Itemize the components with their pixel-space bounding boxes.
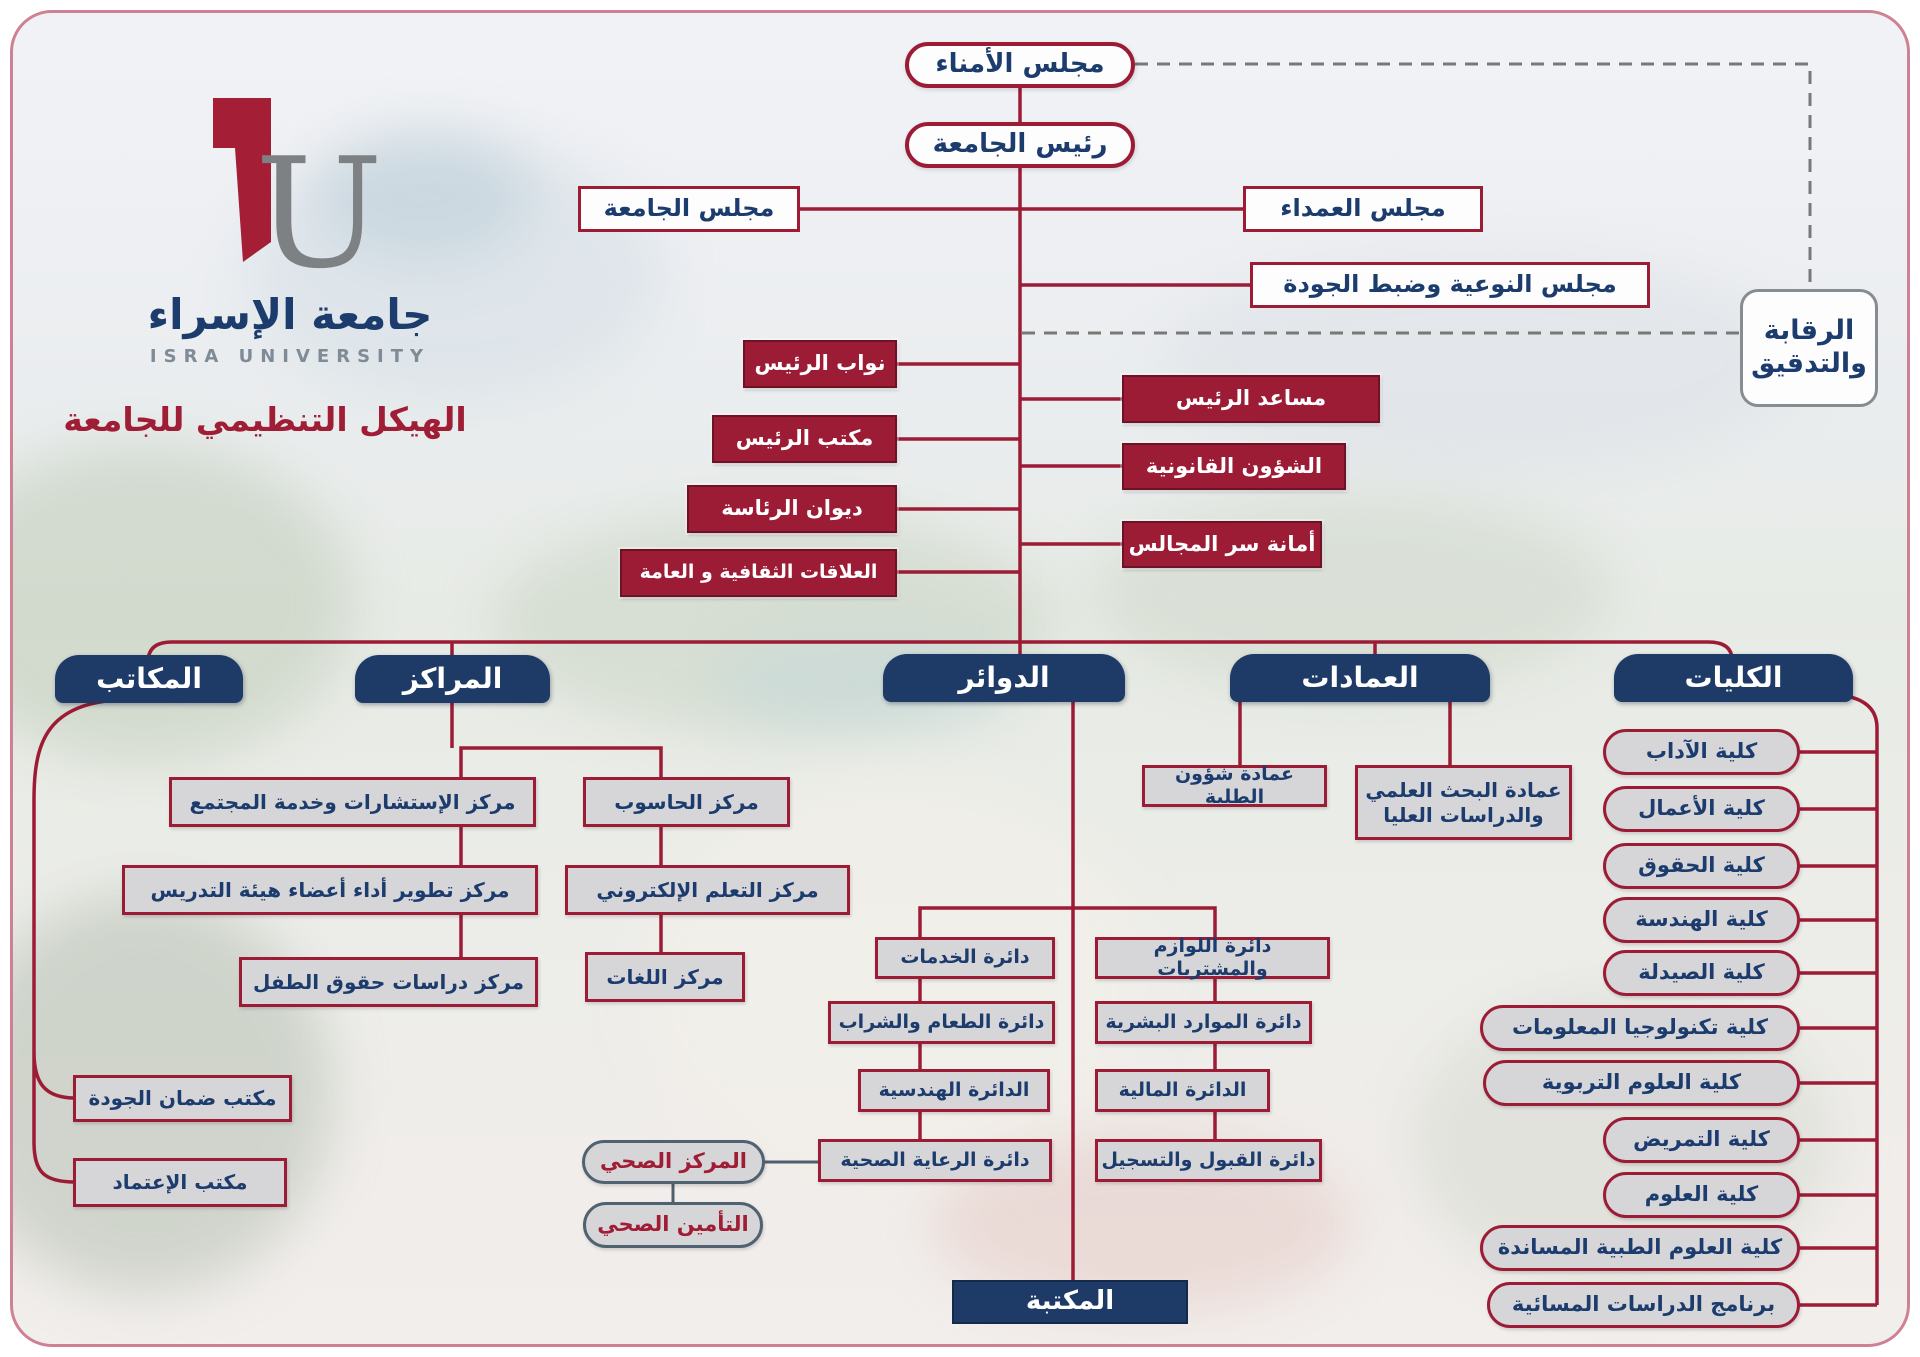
node-university-council: مجلس الجامعة — [578, 186, 800, 232]
branch-header-centers: المراكز — [355, 655, 550, 703]
node-college-law: كلية الحقوق — [1603, 843, 1800, 889]
node-college-information-technology: كلية تكنولوجيا المعلومات — [1480, 1005, 1800, 1051]
node-health-care-department: دائرة الرعاية الصحية — [818, 1139, 1052, 1182]
node-food-beverage-department: دائرة الطعام والشراب — [828, 1001, 1055, 1044]
node-college-pharmacy: كلية الصيدلة — [1603, 950, 1800, 996]
node-audit-office: الرقابة والتدقيق — [1740, 289, 1878, 407]
lines-centers-branch — [452, 701, 661, 778]
node-legal-affairs: الشؤون القانونية — [1122, 443, 1346, 490]
node-accreditation-office: مكتب الإعتماد — [73, 1158, 287, 1207]
lines-colleges-connectors — [1798, 752, 1877, 1305]
node-college-educational-sciences: كلية العلوم التربوية — [1483, 1060, 1800, 1106]
node-college-science: كلية العلوم — [1603, 1172, 1800, 1218]
node-financial-department: الدائرة المالية — [1095, 1069, 1270, 1112]
node-faculty-development-center: مركز تطوير أداء أعضاء هيئة التدريس — [122, 865, 538, 915]
node-president-assistant: مساعد الرئيس — [1122, 375, 1380, 423]
node-languages-center: مركز اللغات — [585, 952, 745, 1002]
node-elearning-center: مركز التعلم الإلكتروني — [565, 865, 850, 915]
node-deans-council: مجلس العمداء — [1243, 186, 1483, 232]
node-child-rights-studies-center: مركز دراسات حقوق الطفل — [239, 957, 538, 1007]
isra-university-logo-icon — [205, 92, 385, 282]
node-human-resources-department: دائرة الموارد البشرية — [1095, 1001, 1312, 1044]
node-college-business: كلية الأعمال — [1603, 786, 1800, 832]
node-college-allied-medical-sciences: كلية العلوم الطبية المساندة — [1480, 1225, 1800, 1271]
node-college-arts: كلية الآداب — [1603, 729, 1800, 775]
node-cultural-public-relations: العلاقات الثقافية و العامة — [620, 549, 897, 597]
node-consultation-community-center: مركز الإستشارات وخدمة المجتمع — [169, 777, 536, 827]
university-name-arabic: جامعة الإسراء — [147, 290, 433, 339]
page-title: الهيكل التنظيمي للجامعة — [63, 400, 467, 439]
node-student-affairs-deanship: عمادة شؤون الطلبة — [1142, 765, 1327, 807]
branch-header-colleges: الكليات — [1614, 654, 1853, 702]
node-library: المكتبة — [952, 1280, 1188, 1324]
node-supplies-purchases-department: دائرة اللوازم والمشتريات — [1095, 937, 1330, 979]
node-scientific-research-deanship: عمادة البحث العلمي والدراسات العليا — [1355, 765, 1572, 840]
node-university-president: رئيس الجامعة — [905, 122, 1135, 168]
branch-header-offices: المكاتب — [55, 655, 243, 703]
line-colleges-spine — [1846, 696, 1877, 1305]
node-health-insurance: التأمين الصحي — [583, 1202, 763, 1248]
node-councils-secretariat: أمانة سر المجالس — [1122, 521, 1322, 568]
node-president-office: مكتب الرئيس — [712, 415, 897, 463]
dashed-trustees-audit — [1135, 64, 1810, 289]
node-vice-presidents: نواب الرئيس — [743, 340, 897, 388]
logo-monogram: U — [255, 125, 384, 282]
lines-presidency-left — [895, 364, 1020, 572]
node-computer-center: مركز الحاسوب — [583, 777, 790, 827]
university-name-english: ISRA UNIVERSITY — [149, 346, 431, 367]
branch-header-departments: الدوائر — [883, 654, 1125, 702]
node-evening-studies-program: برنامج الدراسات المسائية — [1487, 1282, 1800, 1328]
node-college-engineering: كلية الهندسة — [1603, 897, 1800, 943]
node-quality-council: مجلس النوعية وضبط الجودة — [1250, 262, 1650, 308]
node-college-nursing: كلية التمريض — [1603, 1117, 1800, 1163]
node-admission-registration-department: دائرة القبول والتسجيل — [1095, 1139, 1322, 1182]
lines-presidency-right — [1020, 399, 1122, 544]
node-quality-assurance-office: مكتب ضمان الجودة — [73, 1075, 292, 1122]
node-health-center: المركز الصحي — [582, 1140, 765, 1184]
lines-deanship-drops — [1240, 702, 1450, 767]
branch-header-deanships: العمادات — [1230, 654, 1490, 702]
node-engineering-department: الدائرة الهندسية — [858, 1069, 1050, 1112]
node-board-of-trustees: مجلس الأمناء — [905, 42, 1135, 88]
node-services-department: دائرة الخدمات — [875, 937, 1055, 979]
node-presidency-diwan: ديوان الرئاسة — [687, 485, 897, 533]
